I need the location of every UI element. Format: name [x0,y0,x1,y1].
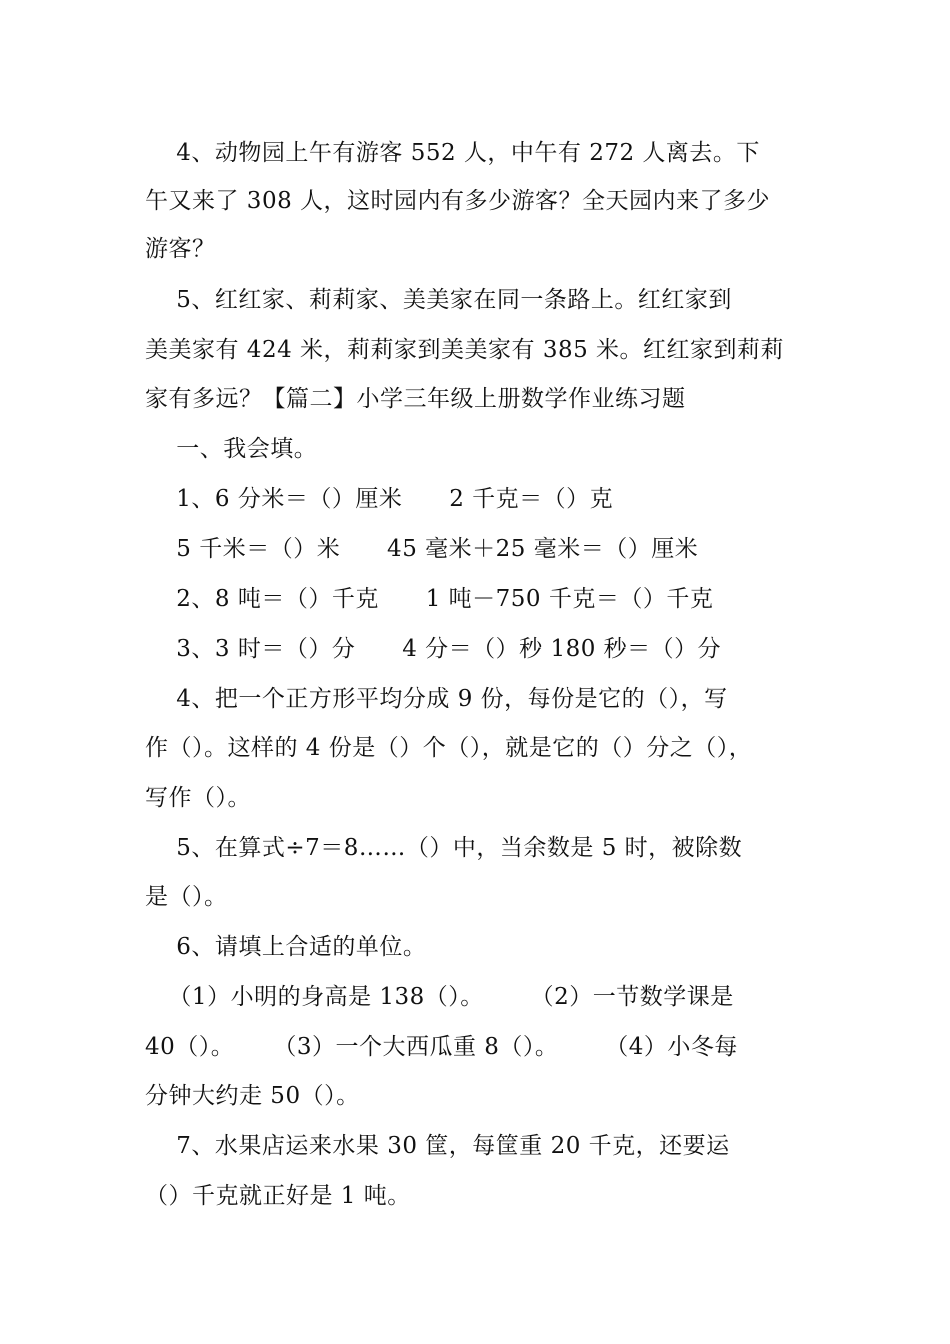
text-line: 午又来了 308 人，这时园内有多少游客？全天园内来了多少 [145,188,771,214]
text-line: 一、我会填。 [145,436,318,462]
text-line: 美美家有 424 米，莉莉家到美美家有 385 米。红红家到莉莉 [145,337,785,363]
text-line: 5 千米＝（）米 45 毫米＋25 毫米＝（）厘米 [145,536,699,562]
text-line: 4、动物园上午有游客 552 人，中午有 272 人离去。下 [145,140,760,166]
text-line: 4、把一个正方形平均分成 9 份，每份是它的（），写 [145,686,728,712]
text-line: 5、在算式÷7＝8……（）中，当余数是 5 时，被除数 [145,835,743,861]
text-line: 作（）。这样的 4 份是（）个（），就是它的（）分之（）， [145,735,753,761]
text-line: 3、3 时＝（）分 4 分＝（）秒 180 秒＝（）分 [145,636,722,662]
text-line: 5、红红家、莉莉家、美美家在同一条路上。红红家到 [145,287,732,313]
text-line: 是（）。 [145,884,228,910]
text-line: 7、水果店运来水果 30 筐，每筐重 20 千克，还要运 [145,1133,730,1159]
text-line: 1、6 分米＝（）厘米 2 千克＝（）克 [145,486,614,512]
text-line: 2、8 吨＝（）千克 1 吨－750 千克＝（）千克 [145,586,714,612]
text-line: 40（）。 （3）一个大西瓜重 8（）。 （4）小冬每 [145,1034,738,1060]
text-line: （）千克就正好是 1 吨。 [145,1183,411,1209]
text-line: 家有多远？【篇二】小学三年级上册数学作业练习题 [145,386,686,412]
text-line: 写作（）。 [145,785,251,811]
text-line: 分钟大约走 50（）。 [145,1083,360,1109]
text-line: 游客？ [145,236,216,262]
text-line: （1）小明的身高是 138（）。 （2）一节数学课是 [145,984,734,1010]
text-line: 6、请填上合适的单位。 [145,934,427,960]
